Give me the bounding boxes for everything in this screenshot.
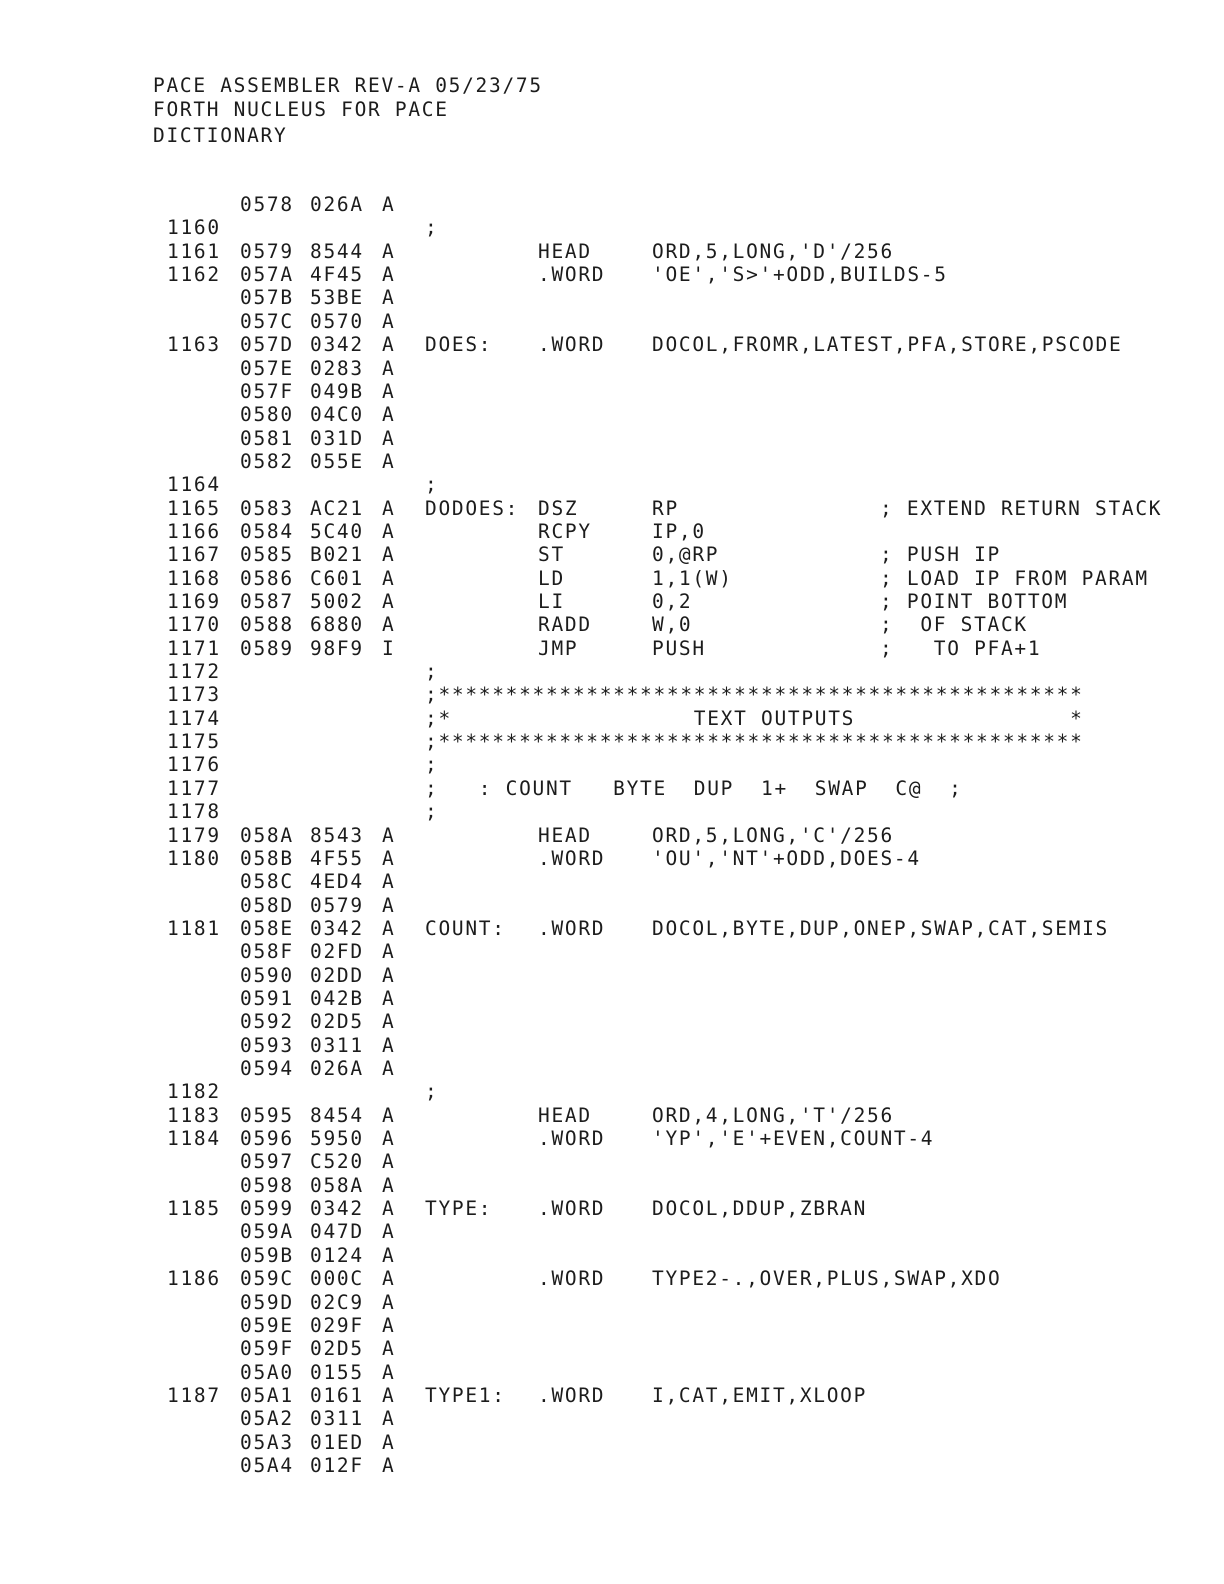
line-number: 1171 (167, 636, 221, 660)
address: 0587 (240, 590, 294, 613)
listing-row (0, 683, 1224, 707)
relocation-flag: A (382, 519, 396, 543)
listing-row (0, 730, 1224, 754)
label: COUNT: (425, 916, 506, 940)
comment: ; TO PFA+1 (880, 636, 1042, 660)
address: 05A3 (240, 1430, 294, 1454)
label: DOES: (425, 333, 493, 357)
listing-row (0, 1314, 1224, 1338)
comment-line: ;* TEXT OUTPUTS * (425, 706, 1084, 730)
line-number: 1160 (167, 216, 221, 240)
listing-row (0, 707, 1224, 731)
object-code: 4ED4 (310, 870, 364, 894)
line-number: 1172 (167, 660, 221, 683)
address: 059F (240, 1337, 294, 1361)
listing-row (0, 987, 1224, 1011)
object-code: C520 (310, 1150, 364, 1174)
address: 058C (240, 870, 294, 894)
address: 059D (240, 1290, 294, 1314)
operand: IP,0 (652, 519, 706, 543)
operand: ORD,5,LONG,'C'/256 (652, 823, 894, 847)
relocation-flag: A (382, 1173, 396, 1197)
listing-row (0, 1127, 1224, 1151)
address: 057E (240, 356, 294, 380)
relocation-flag: A (382, 1243, 396, 1267)
object-code: 8543 (310, 823, 364, 847)
listing-row (0, 847, 1224, 871)
object-code: 8454 (310, 1103, 364, 1127)
listing-row (0, 637, 1224, 661)
operand: 0,2 (652, 590, 693, 613)
label: TYPE: (425, 1197, 493, 1221)
relocation-flag: A (382, 193, 396, 216)
listing-row (0, 800, 1224, 824)
listing-row (0, 613, 1224, 637)
line-number: 1161 (167, 239, 221, 263)
operand: 'OU','NT'+ODD,DOES-4 (652, 846, 921, 870)
label: ; (425, 473, 439, 497)
object-code: 53BE (310, 286, 364, 310)
relocation-flag: A (382, 590, 396, 613)
listing-row (0, 1080, 1224, 1104)
label: ; (425, 800, 439, 824)
object-code: 01ED (310, 1430, 364, 1454)
object-code: 0283 (310, 356, 364, 380)
line-number: 1167 (167, 543, 221, 567)
listing-row (0, 473, 1224, 497)
opcode: .WORD (538, 1127, 606, 1150)
listing-row (0, 263, 1224, 287)
operand: 1,1(W) (652, 566, 733, 590)
relocation-flag: A (382, 823, 396, 847)
address: 0595 (240, 1103, 294, 1127)
object-code: 5950 (310, 1127, 364, 1150)
header-title: PACE ASSEMBLER REV-A 05/23/75 (153, 74, 543, 97)
opcode: .WORD (538, 333, 606, 357)
opcode: .WORD (538, 1383, 606, 1407)
line-number: 1168 (167, 566, 221, 590)
relocation-flag: A (382, 1197, 396, 1221)
comment-line: ; : COUNT BYTE DUP 1+ SWAP C@ ; (425, 776, 963, 800)
address: 0597 (240, 1150, 294, 1174)
opcode: .WORD (538, 846, 606, 870)
relocation-flag: A (382, 263, 396, 287)
relocation-flag: A (382, 426, 396, 450)
relocation-flag: A (382, 846, 396, 870)
listing-row (0, 1384, 1224, 1408)
operand: W,0 (652, 613, 693, 637)
address: 059E (240, 1313, 294, 1337)
opcode: .WORD (538, 1197, 606, 1221)
object-code: 026A (310, 1057, 364, 1080)
line-number: 1183 (167, 1103, 221, 1127)
listing-row (0, 1337, 1224, 1361)
relocation-flag: A (382, 1267, 396, 1291)
address: 057A (240, 263, 294, 287)
listing-row (0, 567, 1224, 591)
address: 058D (240, 893, 294, 917)
address: 058B (240, 846, 294, 870)
object-code: 02FD (310, 940, 364, 964)
relocation-flag: A (382, 496, 396, 520)
address: 0589 (240, 636, 294, 660)
operand: DOCOL,DDUP,ZBRAN (652, 1197, 868, 1221)
address: 057D (240, 333, 294, 357)
listing-row (0, 1407, 1224, 1431)
listing-row (0, 964, 1224, 988)
line-number: 1163 (167, 333, 221, 357)
line-number: 1186 (167, 1267, 221, 1291)
address: 059C (240, 1267, 294, 1291)
relocation-flag: A (382, 1103, 396, 1127)
object-code: 0155 (310, 1360, 364, 1384)
relocation-flag: A (382, 543, 396, 567)
relocation-flag: A (382, 449, 396, 473)
address: 0590 (240, 963, 294, 987)
relocation-flag: A (382, 333, 396, 357)
object-code: C601 (310, 566, 364, 590)
address: 0583 (240, 496, 294, 520)
line-number: 1182 (167, 1080, 221, 1104)
listing-row (0, 1034, 1224, 1058)
object-code: 058A (310, 1173, 364, 1197)
object-code: 055E (310, 449, 364, 473)
listing-row (0, 1361, 1224, 1385)
relocation-flag: A (382, 986, 396, 1010)
listing-row (0, 777, 1224, 801)
object-code: 0124 (310, 1243, 364, 1267)
address: 0580 (240, 403, 294, 427)
listing-row (0, 1244, 1224, 1268)
address: 05A0 (240, 1360, 294, 1384)
opcode: .WORD (538, 1267, 606, 1291)
address: 0591 (240, 986, 294, 1010)
line-number: 1164 (167, 473, 221, 497)
line-number: 1173 (167, 683, 221, 707)
address: 0599 (240, 1197, 294, 1221)
object-code: 0311 (310, 1407, 364, 1431)
opcode: ST (538, 543, 565, 567)
relocation-flag: A (382, 403, 396, 427)
object-code: 029F (310, 1313, 364, 1337)
relocation-flag: A (382, 1383, 396, 1407)
address: 057C (240, 309, 294, 333)
address: 0598 (240, 1173, 294, 1197)
operand: 0,@RP (652, 543, 720, 567)
object-code: 02C9 (310, 1290, 364, 1314)
header-subtitle: FORTH NUCLEUS FOR PACE (153, 98, 449, 121)
address: 0586 (240, 566, 294, 590)
opcode: DSZ (538, 496, 579, 520)
listing-row (0, 286, 1224, 310)
relocation-flag: A (382, 916, 396, 940)
opcode: .WORD (538, 263, 606, 287)
relocation-flag: A (382, 566, 396, 590)
listing-row (0, 403, 1224, 427)
object-code: 4F55 (310, 846, 364, 870)
address: 057F (240, 379, 294, 403)
line-number: 1170 (167, 613, 221, 637)
listing-row (0, 1174, 1224, 1198)
address: 0582 (240, 449, 294, 473)
object-code: 000C (310, 1267, 364, 1291)
address: 0592 (240, 1010, 294, 1034)
line-number: 1184 (167, 1127, 221, 1150)
listing-row (0, 1454, 1224, 1478)
object-code: 0579 (310, 893, 364, 917)
relocation-flag: A (382, 356, 396, 380)
comment-line: ;************************************************ (425, 683, 1084, 707)
address: 05A4 (240, 1453, 294, 1477)
comment: ; EXTEND RETURN STACK (880, 496, 1163, 520)
object-code: 4F45 (310, 263, 364, 287)
object-code: 049B (310, 379, 364, 403)
relocation-flag: A (382, 1127, 396, 1150)
listing-row (0, 1267, 1224, 1291)
comment-line: ;************************************************ (425, 730, 1084, 754)
object-code: 042B (310, 986, 364, 1010)
listing-row (0, 1431, 1224, 1455)
listing-row (0, 240, 1224, 264)
object-code: B021 (310, 543, 364, 567)
address: 059B (240, 1243, 294, 1267)
operand: PUSH (652, 636, 706, 660)
listing-row (0, 450, 1224, 474)
listing-row (0, 1010, 1224, 1034)
line-number: 1166 (167, 519, 221, 543)
comment: ; PUSH IP (880, 543, 1001, 567)
address: 0588 (240, 613, 294, 637)
line-number: 1169 (167, 590, 221, 613)
object-code: 04C0 (310, 403, 364, 427)
operand: DOCOL,BYTE,DUP,ONEP,SWAP,CAT,SEMIS (652, 916, 1109, 940)
listing-row (0, 894, 1224, 918)
opcode: RCPY (538, 519, 592, 543)
listing-row (0, 1057, 1224, 1081)
opcode: HEAD (538, 1103, 592, 1127)
operand: RP (652, 496, 679, 520)
label: TYPE1: (425, 1383, 506, 1407)
comment: ; POINT BOTTOM (880, 590, 1069, 613)
address: 0578 (240, 193, 294, 216)
object-code: 02D5 (310, 1010, 364, 1034)
listing-row (0, 940, 1224, 964)
object-code: 0342 (310, 333, 364, 357)
line-number: 1175 (167, 730, 221, 754)
listing-row (0, 497, 1224, 521)
object-code: 02DD (310, 963, 364, 987)
listing-row (0, 520, 1224, 544)
line-number: 1162 (167, 263, 221, 287)
listing-row (0, 590, 1224, 614)
address: 0593 (240, 1033, 294, 1057)
object-code: 0161 (310, 1383, 364, 1407)
opcode: .WORD (538, 916, 606, 940)
listing-row (0, 1220, 1224, 1244)
relocation-flag: A (382, 613, 396, 637)
listing-row (0, 1197, 1224, 1221)
address: 059A (240, 1220, 294, 1244)
listing-row (0, 660, 1224, 684)
address: 058E (240, 916, 294, 940)
relocation-flag: A (382, 379, 396, 403)
relocation-flag: A (382, 1010, 396, 1034)
object-code: 98F9 (310, 636, 364, 660)
address: 05A2 (240, 1407, 294, 1431)
opcode: JMP (538, 636, 579, 660)
object-code: 6880 (310, 613, 364, 637)
listing-row (0, 543, 1224, 567)
object-code: 031D (310, 426, 364, 450)
object-code: 026A (310, 193, 364, 216)
listing-row (0, 1150, 1224, 1174)
opcode: HEAD (538, 823, 592, 847)
address: 057B (240, 286, 294, 310)
line-number: 1174 (167, 706, 221, 730)
relocation-flag: A (382, 1290, 396, 1314)
relocation-flag: A (382, 1407, 396, 1431)
address: 0594 (240, 1057, 294, 1080)
relocation-flag: I (382, 636, 396, 660)
relocation-flag: A (382, 239, 396, 263)
operand: DOCOL,FROMR,LATEST,PFA,STORE,PSCODE (652, 333, 1123, 357)
listing-row (0, 1291, 1224, 1315)
object-code: AC21 (310, 496, 364, 520)
object-code: 0342 (310, 1197, 364, 1221)
relocation-flag: A (382, 1453, 396, 1477)
relocation-flag: A (382, 963, 396, 987)
address: 0585 (240, 543, 294, 567)
listing-row (0, 870, 1224, 894)
object-code: 02D5 (310, 1337, 364, 1361)
line-number: 1176 (167, 753, 221, 777)
line-number: 1187 (167, 1383, 221, 1407)
header-section: DICTIONARY (153, 124, 288, 147)
object-code: 5C40 (310, 519, 364, 543)
comment: ; LOAD IP FROM PARAM (880, 566, 1149, 590)
listing-row (0, 917, 1224, 941)
listing-row (0, 193, 1224, 217)
comment: ; OF STACK (880, 613, 1028, 637)
relocation-flag: A (382, 1313, 396, 1337)
relocation-flag: A (382, 1057, 396, 1080)
line-number: 1181 (167, 916, 221, 940)
address: 0579 (240, 239, 294, 263)
label: ; (425, 660, 439, 683)
opcode: LD (538, 566, 565, 590)
relocation-flag: A (382, 940, 396, 964)
operand: I,CAT,EMIT,XLOOP (652, 1383, 868, 1407)
operand: 'YP','E'+EVEN,COUNT-4 (652, 1127, 935, 1150)
listing-row (0, 824, 1224, 848)
line-number: 1180 (167, 846, 221, 870)
relocation-flag: A (382, 893, 396, 917)
address: 0584 (240, 519, 294, 543)
listing-row (0, 380, 1224, 404)
opcode: RADD (538, 613, 592, 637)
label: ; (425, 753, 439, 777)
relocation-flag: A (382, 1360, 396, 1384)
line-number: 1179 (167, 823, 221, 847)
listing-row (0, 1104, 1224, 1128)
listing-row (0, 753, 1224, 777)
relocation-flag: A (382, 1430, 396, 1454)
address: 05A1 (240, 1383, 294, 1407)
line-number: 1177 (167, 776, 221, 800)
listing-row (0, 216, 1224, 240)
relocation-flag: A (382, 1150, 396, 1174)
object-code: 0570 (310, 309, 364, 333)
address: 0581 (240, 426, 294, 450)
object-code: 0311 (310, 1033, 364, 1057)
listing-row (0, 357, 1224, 381)
relocation-flag: A (382, 309, 396, 333)
relocation-flag: A (382, 870, 396, 894)
relocation-flag: A (382, 1220, 396, 1244)
address: 058A (240, 823, 294, 847)
listing-row (0, 333, 1224, 357)
listing-row (0, 427, 1224, 451)
opcode: LI (538, 590, 565, 613)
address: 0596 (240, 1127, 294, 1150)
line-number: 1178 (167, 800, 221, 824)
label: DODOES: (425, 496, 520, 520)
relocation-flag: A (382, 1033, 396, 1057)
object-code: 5002 (310, 590, 364, 613)
opcode: HEAD (538, 239, 592, 263)
operand: ORD,5,LONG,'D'/256 (652, 239, 894, 263)
line-number: 1165 (167, 496, 221, 520)
line-number: 1185 (167, 1197, 221, 1221)
object-code: 0342 (310, 916, 364, 940)
object-code: 8544 (310, 239, 364, 263)
relocation-flag: A (382, 1337, 396, 1361)
operand: ORD,4,LONG,'T'/256 (652, 1103, 894, 1127)
relocation-flag: A (382, 286, 396, 310)
operand: 'OE','S>'+ODD,BUILDS-5 (652, 263, 948, 287)
object-code: 047D (310, 1220, 364, 1244)
listing-row (0, 310, 1224, 334)
operand: TYPE2-.,OVER,PLUS,SWAP,XDO (652, 1267, 1002, 1291)
address: 058F (240, 940, 294, 964)
object-code: 012F (310, 1453, 364, 1477)
label: ; (425, 1080, 439, 1104)
label: ; (425, 216, 439, 240)
